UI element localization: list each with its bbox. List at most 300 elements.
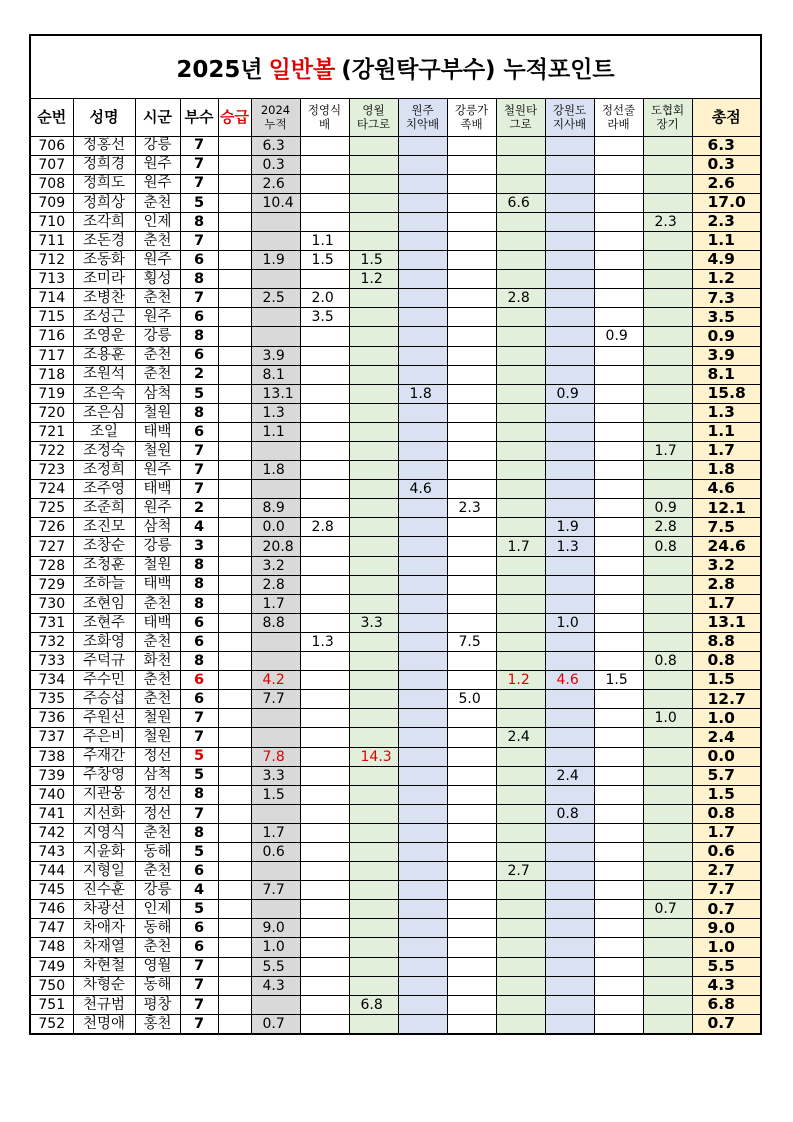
player-city: 춘천 xyxy=(135,289,180,308)
player-division: 7 xyxy=(180,231,218,250)
promotion-cell xyxy=(218,652,251,671)
player-city: 동해 xyxy=(135,976,180,995)
event-points-1 xyxy=(251,652,300,671)
total-points: 0.7 xyxy=(692,900,760,919)
event-points-6 xyxy=(496,136,545,155)
player-name: 차애자 xyxy=(73,919,135,938)
table-row xyxy=(31,480,760,499)
player-city: 태백 xyxy=(135,480,180,499)
event-points-2 xyxy=(300,862,349,881)
points-sheet xyxy=(29,34,762,1035)
event-points-1: 1.1 xyxy=(251,422,300,441)
player-city: 춘천 xyxy=(135,346,180,365)
event-points-2 xyxy=(300,212,349,231)
event-points-5 xyxy=(447,728,496,747)
event-points-6 xyxy=(496,155,545,174)
player-name: 정희도 xyxy=(73,174,135,193)
event-points-6 xyxy=(496,957,545,976)
promotion-cell xyxy=(218,785,251,804)
event-points-1: 7.7 xyxy=(251,881,300,900)
promotion-cell xyxy=(218,365,251,384)
player-name: 조동화 xyxy=(73,251,135,270)
table-row xyxy=(31,690,760,709)
promotion-cell xyxy=(218,480,251,499)
event-points-2 xyxy=(300,422,349,441)
player-division: 8 xyxy=(180,823,218,842)
promotion-cell xyxy=(218,995,251,1014)
event-points-3 xyxy=(349,499,398,518)
player-name: 조현임 xyxy=(73,594,135,613)
player-division: 6 xyxy=(180,862,218,881)
event-points-2 xyxy=(300,785,349,804)
total-points: 12.1 xyxy=(692,499,760,518)
event-points-3 xyxy=(349,136,398,155)
total-points: 1.7 xyxy=(692,442,760,461)
event-points-6 xyxy=(496,231,545,250)
event-points-1: 1.0 xyxy=(251,938,300,957)
event-points-1: 4.3 xyxy=(251,976,300,995)
header-name: 성명 xyxy=(73,99,135,136)
row-number: 737 xyxy=(31,728,73,747)
event-points-6 xyxy=(496,384,545,403)
event-points-9 xyxy=(643,155,692,174)
total-points: 17.0 xyxy=(692,193,760,212)
event-points-2 xyxy=(300,709,349,728)
event-points-8 xyxy=(594,365,643,384)
total-points: 6.3 xyxy=(692,136,760,155)
event-points-6: 2.7 xyxy=(496,862,545,881)
total-points: 1.2 xyxy=(692,270,760,289)
player-name: 지영식 xyxy=(73,823,135,842)
event-points-5 xyxy=(447,652,496,671)
event-points-1: 8.8 xyxy=(251,613,300,632)
event-points-4 xyxy=(398,442,447,461)
event-points-8 xyxy=(594,842,643,861)
promotion-cell xyxy=(218,919,251,938)
player-name: 정홍선 xyxy=(73,136,135,155)
total-points: 12.7 xyxy=(692,690,760,709)
table-row xyxy=(31,327,760,346)
event-points-3 xyxy=(349,155,398,174)
total-points: 1.5 xyxy=(692,671,760,690)
promotion-cell xyxy=(218,193,251,212)
event-points-2 xyxy=(300,938,349,957)
event-points-1: 1.3 xyxy=(251,403,300,422)
row-number: 717 xyxy=(31,346,73,365)
event-points-5 xyxy=(447,270,496,289)
event-points-5 xyxy=(447,518,496,537)
table-row xyxy=(31,957,760,976)
table-row xyxy=(31,346,760,365)
event-points-8: 0.9 xyxy=(594,327,643,346)
event-points-2 xyxy=(300,652,349,671)
event-points-5 xyxy=(447,613,496,632)
event-points-6 xyxy=(496,766,545,785)
player-division: 6 xyxy=(180,632,218,651)
event-points-3 xyxy=(349,594,398,613)
event-points-3 xyxy=(349,346,398,365)
table-row xyxy=(31,461,760,480)
player-city: 횡성 xyxy=(135,270,180,289)
event-points-2: 2.0 xyxy=(300,289,349,308)
event-points-7 xyxy=(545,289,594,308)
player-division: 8 xyxy=(180,556,218,575)
header-event-2: 정영식 배 xyxy=(300,99,349,136)
player-name: 주은비 xyxy=(73,728,135,747)
player-name: 주수민 xyxy=(73,671,135,690)
promotion-cell xyxy=(218,900,251,919)
event-points-9 xyxy=(643,690,692,709)
event-points-8 xyxy=(594,823,643,842)
event-points-1 xyxy=(251,308,300,327)
player-division: 6 xyxy=(180,671,218,690)
event-points-6 xyxy=(496,690,545,709)
title-suffix: (강원탁구부수) 누적포인트 xyxy=(341,56,615,83)
total-points: 6.8 xyxy=(692,995,760,1014)
player-city: 동해 xyxy=(135,842,180,861)
event-points-2 xyxy=(300,957,349,976)
player-division: 7 xyxy=(180,804,218,823)
event-points-3 xyxy=(349,442,398,461)
event-points-8 xyxy=(594,976,643,995)
event-points-8 xyxy=(594,136,643,155)
event-points-7 xyxy=(545,709,594,728)
event-points-9 xyxy=(643,480,692,499)
table-row xyxy=(31,728,760,747)
table-row xyxy=(31,766,760,785)
event-points-4 xyxy=(398,747,447,766)
event-points-2 xyxy=(300,900,349,919)
total-points: 1.5 xyxy=(692,785,760,804)
event-points-4 xyxy=(398,193,447,212)
player-division: 2 xyxy=(180,499,218,518)
event-points-3: 3.3 xyxy=(349,613,398,632)
event-points-4 xyxy=(398,499,447,518)
player-city: 춘천 xyxy=(135,823,180,842)
event-points-2 xyxy=(300,556,349,575)
event-points-1 xyxy=(251,995,300,1014)
player-name: 주승섭 xyxy=(73,690,135,709)
event-points-1 xyxy=(251,442,300,461)
promotion-cell xyxy=(218,556,251,575)
total-points: 8.1 xyxy=(692,365,760,384)
player-name: 천규범 xyxy=(73,995,135,1014)
total-points: 0.8 xyxy=(692,652,760,671)
event-points-4 xyxy=(398,900,447,919)
event-points-6: 6.6 xyxy=(496,193,545,212)
table-row xyxy=(31,995,760,1014)
promotion-cell xyxy=(218,461,251,480)
event-points-4 xyxy=(398,671,447,690)
event-points-2 xyxy=(300,671,349,690)
event-points-2: 1.3 xyxy=(300,632,349,651)
row-number: 720 xyxy=(31,403,73,422)
header-city: 시군 xyxy=(135,99,180,136)
event-points-7 xyxy=(545,461,594,480)
event-points-7 xyxy=(545,1014,594,1033)
event-points-5 xyxy=(447,212,496,231)
promotion-cell xyxy=(218,403,251,422)
player-name: 조주영 xyxy=(73,480,135,499)
event-points-9 xyxy=(643,308,692,327)
event-points-5 xyxy=(447,251,496,270)
event-points-6 xyxy=(496,327,545,346)
event-points-3 xyxy=(349,862,398,881)
header-row xyxy=(31,99,760,136)
player-name: 조현주 xyxy=(73,613,135,632)
event-points-3: 1.2 xyxy=(349,270,398,289)
row-number: 751 xyxy=(31,995,73,1014)
player-city: 삼척 xyxy=(135,384,180,403)
total-points: 13.1 xyxy=(692,613,760,632)
player-division: 8 xyxy=(180,785,218,804)
event-points-7 xyxy=(545,480,594,499)
event-points-8 xyxy=(594,632,643,651)
points-table xyxy=(31,99,760,1033)
event-points-5 xyxy=(447,346,496,365)
event-points-3 xyxy=(349,919,398,938)
event-points-8 xyxy=(594,251,643,270)
event-points-4 xyxy=(398,308,447,327)
event-points-6 xyxy=(496,365,545,384)
event-points-1: 13.1 xyxy=(251,384,300,403)
player-city: 강릉 xyxy=(135,537,180,556)
player-city: 춘천 xyxy=(135,193,180,212)
event-points-9 xyxy=(643,251,692,270)
row-number: 730 xyxy=(31,594,73,613)
event-points-7 xyxy=(545,881,594,900)
total-points: 1.0 xyxy=(692,709,760,728)
event-points-8 xyxy=(594,461,643,480)
total-points: 5.7 xyxy=(692,766,760,785)
event-points-9 xyxy=(643,823,692,842)
event-points-8 xyxy=(594,995,643,1014)
player-name: 조영운 xyxy=(73,327,135,346)
player-division: 5 xyxy=(180,384,218,403)
event-points-1 xyxy=(251,804,300,823)
event-points-9 xyxy=(643,613,692,632)
event-points-4 xyxy=(398,1014,447,1033)
player-division: 6 xyxy=(180,422,218,441)
player-city: 춘천 xyxy=(135,365,180,384)
event-points-9 xyxy=(643,231,692,250)
event-points-9 xyxy=(643,594,692,613)
header-event-9: 도협회 장기 xyxy=(643,99,692,136)
total-points: 24.6 xyxy=(692,537,760,556)
promotion-cell xyxy=(218,136,251,155)
event-points-8 xyxy=(594,556,643,575)
table-row xyxy=(31,289,760,308)
event-points-7 xyxy=(545,499,594,518)
event-points-9: 1.0 xyxy=(643,709,692,728)
event-points-6: 1.7 xyxy=(496,537,545,556)
page-title xyxy=(31,36,760,99)
event-points-8: 1.5 xyxy=(594,671,643,690)
event-points-4 xyxy=(398,346,447,365)
event-points-8 xyxy=(594,289,643,308)
event-points-5 xyxy=(447,919,496,938)
event-points-3 xyxy=(349,804,398,823)
player-division: 7 xyxy=(180,957,218,976)
event-points-3 xyxy=(349,193,398,212)
event-points-1: 6.3 xyxy=(251,136,300,155)
total-points: 1.7 xyxy=(692,823,760,842)
player-city: 원주 xyxy=(135,174,180,193)
player-name: 지선화 xyxy=(73,804,135,823)
promotion-cell xyxy=(218,728,251,747)
event-points-3 xyxy=(349,480,398,499)
table-row xyxy=(31,155,760,174)
event-points-2: 3.5 xyxy=(300,308,349,327)
event-points-9 xyxy=(643,136,692,155)
event-points-6 xyxy=(496,212,545,231)
event-points-3 xyxy=(349,518,398,537)
event-points-8 xyxy=(594,422,643,441)
player-city: 태백 xyxy=(135,575,180,594)
event-points-5 xyxy=(447,556,496,575)
event-points-4 xyxy=(398,728,447,747)
event-points-3 xyxy=(349,461,398,480)
event-points-8 xyxy=(594,804,643,823)
event-points-5 xyxy=(447,747,496,766)
row-number: 748 xyxy=(31,938,73,957)
player-name: 지윤화 xyxy=(73,842,135,861)
event-points-1: 7.8 xyxy=(251,747,300,766)
event-points-3 xyxy=(349,957,398,976)
player-name: 조미라 xyxy=(73,270,135,289)
promotion-cell xyxy=(218,518,251,537)
event-points-2 xyxy=(300,174,349,193)
event-points-4 xyxy=(398,881,447,900)
event-points-7 xyxy=(545,346,594,365)
total-points: 1.8 xyxy=(692,461,760,480)
row-number: 744 xyxy=(31,862,73,881)
player-division: 6 xyxy=(180,251,218,270)
event-points-7 xyxy=(545,995,594,1014)
player-name: 조은심 xyxy=(73,403,135,422)
event-points-7 xyxy=(545,842,594,861)
event-points-4 xyxy=(398,155,447,174)
event-points-8 xyxy=(594,518,643,537)
event-points-9 xyxy=(643,671,692,690)
event-points-4 xyxy=(398,537,447,556)
event-points-4 xyxy=(398,575,447,594)
total-points: 1.1 xyxy=(692,231,760,250)
promotion-cell xyxy=(218,422,251,441)
table-body xyxy=(31,136,760,1033)
event-points-8 xyxy=(594,403,643,422)
table-row xyxy=(31,575,760,594)
row-number: 743 xyxy=(31,842,73,861)
event-points-1 xyxy=(251,728,300,747)
event-points-9 xyxy=(643,747,692,766)
event-points-5 xyxy=(447,957,496,976)
event-points-1: 9.0 xyxy=(251,919,300,938)
table-row xyxy=(31,1014,760,1033)
player-name: 조병찬 xyxy=(73,289,135,308)
event-points-5 xyxy=(447,594,496,613)
event-points-6 xyxy=(496,174,545,193)
player-city: 춘천 xyxy=(135,690,180,709)
event-points-9 xyxy=(643,728,692,747)
event-points-4 xyxy=(398,766,447,785)
table-row xyxy=(31,403,760,422)
table-row xyxy=(31,193,760,212)
event-points-9 xyxy=(643,785,692,804)
event-points-9: 1.7 xyxy=(643,442,692,461)
event-points-9: 0.8 xyxy=(643,652,692,671)
player-division: 4 xyxy=(180,881,218,900)
event-points-7 xyxy=(545,728,594,747)
event-points-9 xyxy=(643,270,692,289)
event-points-7: 2.4 xyxy=(545,766,594,785)
event-points-8 xyxy=(594,862,643,881)
row-number: 719 xyxy=(31,384,73,403)
total-points: 2.6 xyxy=(692,174,760,193)
event-points-5 xyxy=(447,709,496,728)
table-row xyxy=(31,365,760,384)
event-points-2 xyxy=(300,193,349,212)
event-points-1 xyxy=(251,327,300,346)
event-points-2 xyxy=(300,136,349,155)
player-division: 7 xyxy=(180,442,218,461)
player-city: 정선 xyxy=(135,785,180,804)
promotion-cell xyxy=(218,842,251,861)
event-points-9 xyxy=(643,422,692,441)
promotion-cell xyxy=(218,499,251,518)
event-points-6 xyxy=(496,346,545,365)
event-points-8 xyxy=(594,480,643,499)
player-division: 8 xyxy=(180,594,218,613)
table-row xyxy=(31,747,760,766)
event-points-8 xyxy=(594,193,643,212)
player-city: 춘천 xyxy=(135,632,180,651)
event-points-2 xyxy=(300,327,349,346)
event-points-5 xyxy=(447,862,496,881)
event-points-8 xyxy=(594,728,643,747)
row-number: 724 xyxy=(31,480,73,499)
event-points-3 xyxy=(349,327,398,346)
header-event-7: 강원도 지사배 xyxy=(545,99,594,136)
player-division: 7 xyxy=(180,480,218,499)
event-points-1 xyxy=(251,480,300,499)
total-points: 8.8 xyxy=(692,632,760,651)
table-row xyxy=(31,881,760,900)
table-row xyxy=(31,709,760,728)
event-points-2 xyxy=(300,613,349,632)
promotion-cell xyxy=(218,881,251,900)
total-points: 3.2 xyxy=(692,556,760,575)
player-name: 조청훈 xyxy=(73,556,135,575)
event-points-9 xyxy=(643,174,692,193)
event-points-4 xyxy=(398,995,447,1014)
event-points-9 xyxy=(643,193,692,212)
player-name: 차형순 xyxy=(73,976,135,995)
title-prefix: 2025년 xyxy=(176,56,263,83)
event-points-7 xyxy=(545,652,594,671)
event-points-5 xyxy=(447,480,496,499)
promotion-cell xyxy=(218,1014,251,1033)
event-points-2 xyxy=(300,804,349,823)
event-points-8 xyxy=(594,499,643,518)
event-points-3 xyxy=(349,881,398,900)
event-points-6 xyxy=(496,270,545,289)
row-number: 728 xyxy=(31,556,73,575)
player-name: 조정희 xyxy=(73,461,135,480)
event-points-8 xyxy=(594,613,643,632)
player-city: 홍천 xyxy=(135,1014,180,1033)
player-division: 6 xyxy=(180,346,218,365)
